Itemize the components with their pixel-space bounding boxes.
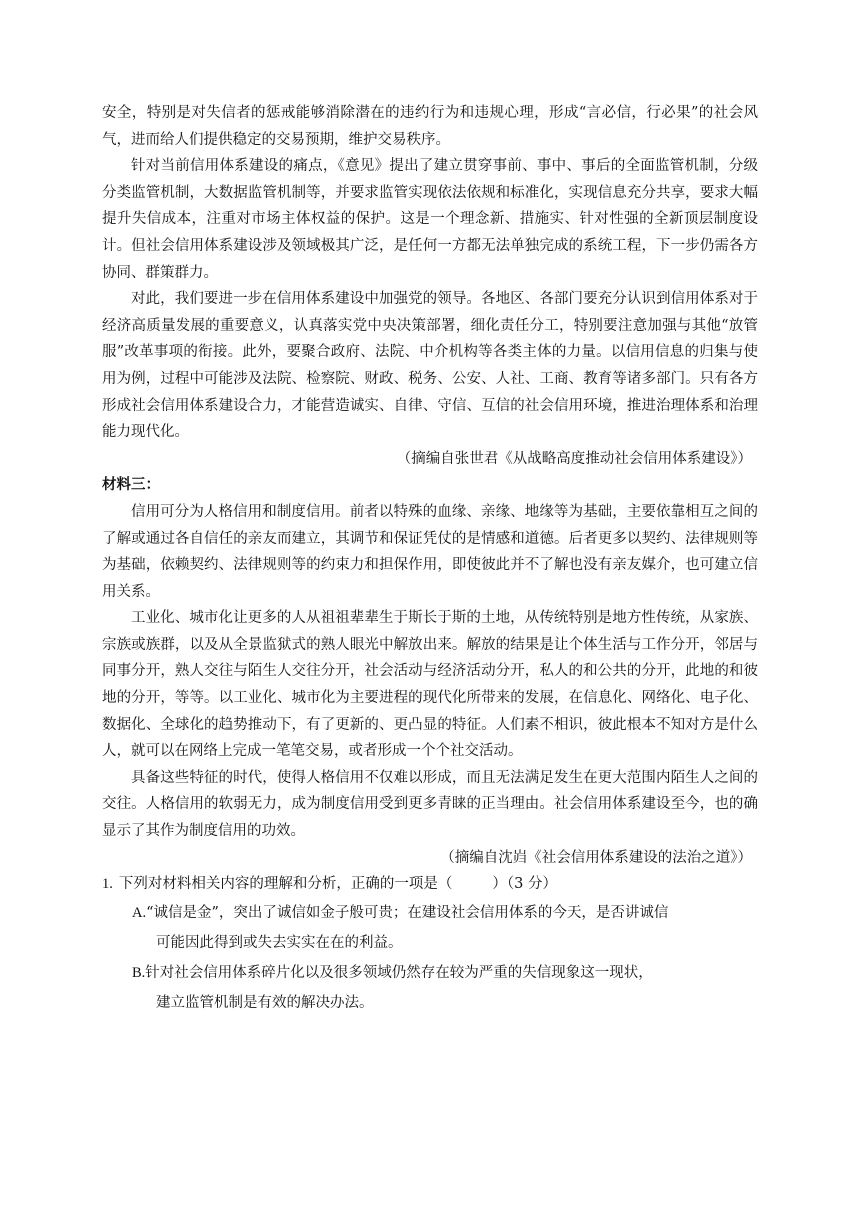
source-citation-1: （摘编自张世君《从战略高度推动社会信用体系建设》）: [396, 450, 752, 467]
option-letter: A.: [132, 904, 147, 921]
option-b: [102, 958, 758, 988]
option-text: 针对社会信用体系碎片化以及很多领域仍然存在较为严重的失信现象这一现状，: [145, 964, 653, 981]
option-a: [102, 898, 758, 928]
source-citation-2: （摘编自沈岿《社会信用体系建设的法治之道》）: [440, 849, 752, 866]
material3-heading: 材料三：: [102, 477, 160, 494]
question-stem: 下列对材料相关内容的理解和分析，正确的一项是（: [118, 876, 453, 893]
paragraph-safety: 安全，特别是对失信者的惩戒能够消除潜在的违约行为和违规心理，形成“言必信，行必果”的社会风气，进而给人们提供稳定的交易预期，维护交易秩序。: [102, 105, 758, 148]
option-b-continuation: 建立监管机制是有效的解决办法。: [156, 994, 374, 1011]
paragraph-era: 具备这些特征的时代，使得人格信用不仅难以形成，而且无法满足发生在更大范围内陌生人之间的交往。人格信用的软弱无力，成为制度信用受到更多青睐的正当理由。社会信用体系建设至今，也的确显示了其作为制度信用的功效。: [102, 769, 758, 840]
paragraph-leadership: 对此，我们要进一步在信用体系建设中加强党的领导。各地区、各部门要充分认识到信用体系对于经济高质量发展的重要意义，认真落实党中央决策部署，细化责任分工，特别要注意加强与其他“放管服”改革事项的衔接。此外，要聚合政府、法院、中介机构等各类主体的力量。以信用信息的归集与使用为例，过程中可能涉及法院、检察院、财政、税务、公安、人社、工商、教育等诸多部门。只有各方形成社会信用体系建设合力，才能营造诚实、自律、守信、互信的社会信用环境，推进治理体系和治理能力现代化。: [102, 291, 758, 441]
paragraph-credit-types: 信用可分为人格信用和制度信用。前者以特殊的血缘、亲缘、地缘等为基础，主要依靠相互之间的了解或通过各自信任的亲友而建立，其调节和保证凭仗的是情感和道德。后者更多以契约、法律规则等为基础，依赖契约、法律规则等的约束力和担保作用，即使彼此并不了解也没有亲友媒介，也可建立信用关系。: [102, 503, 758, 600]
paragraph-industrialization: 工业化、城市化让更多的人从祖祖辈辈生于斯长于斯的土地，从传统特别是地方性传统，从家族、宗族或族群，以及从全景监狱式的熟人眼光中解放出来。解放的结果是让个体生活与工作分开，邻居与同事分开，熟人交往与陌生人交往分开，社会活动与经济活动分开，私人的和公共的分开，此地的和彼地的分开，等等。以工业化、城市化为主要进程的现代化所带来的发展，在信息化、网络化、电子化、数据化、全球化的趋势推动下，有了更新的、更凸显的特征。人们素不相识，彼此根本不知对方是什么人，就可以在网络上完成一笔笔交易，或者形成一个个社交活动。: [102, 610, 758, 760]
option-letter: B.: [132, 964, 146, 981]
question-points: ）（3 分）: [492, 876, 557, 893]
question-number: 1.: [102, 876, 113, 893]
option-text: “诚信是金”，突出了诚信如金子般可贵；在建设社会信用体系的今天，是否讲诚信: [146, 904, 669, 921]
paragraph-opinion: 针对当前信用体系建设的痛点，《意见》提出了建立贯穿事前、事中、事后的全面监管机制，分级分类监管机制，大数据监管机制等，并要求监管实现依法依规和标准化，实现信息充分共享，要求大幅提升失信成本，注重对市场主体权益的保护。这是一个理念新、措施实、针对性强的全新顶层制度设计。但社会信用体系建设涉及领域极其广泛，是任何一方都无法单独完成的系统工程，下一步仍需各方协同、群策群力。: [102, 158, 758, 281]
option-a-continuation: 可能因此得到或失去实实在在的利益。: [156, 934, 403, 951]
question-1: [102, 871, 758, 898]
